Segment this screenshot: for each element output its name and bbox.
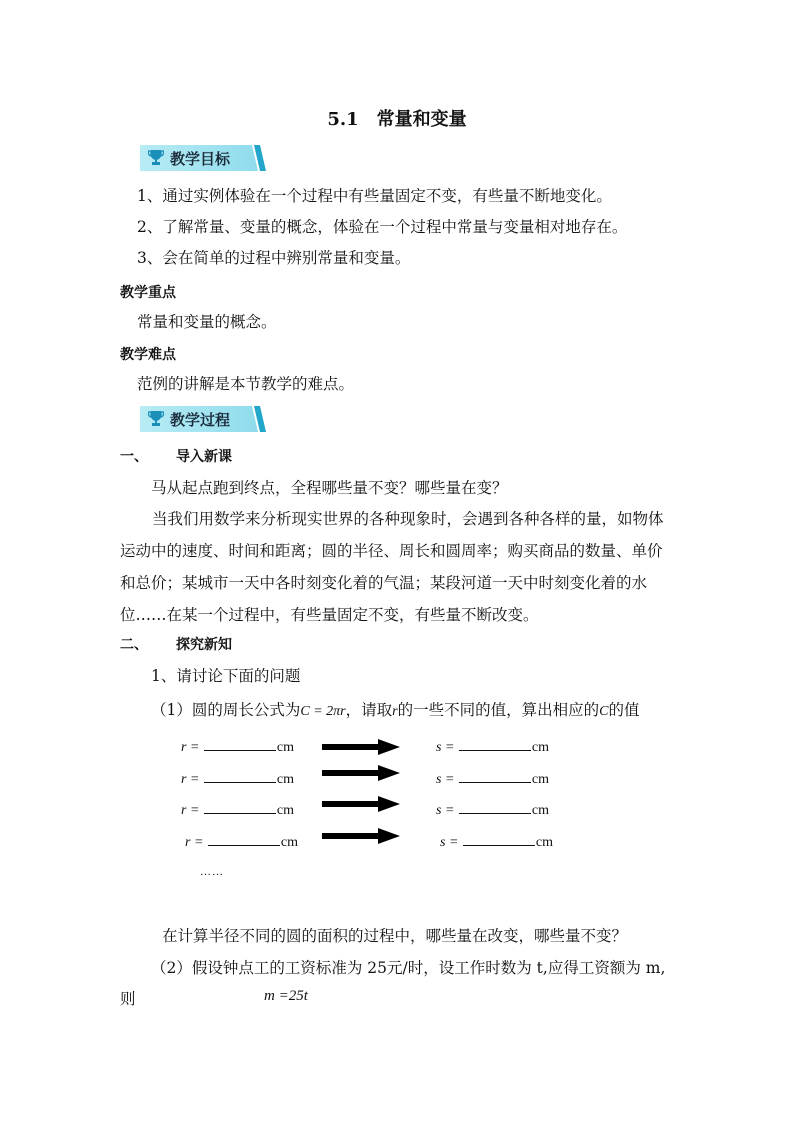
- question-2: （2）假设钟点工的工资标准为 25元/时，设工作时数为 t,应得工资额为 m,: [151, 959, 666, 977]
- section-banner-goals: [140, 145, 266, 171]
- blank-line: [204, 770, 276, 783]
- table-row-result: [436, 738, 549, 756]
- q1-prefix: （1）圆的周长公式为: [151, 701, 301, 719]
- key-point-heading: 教学重点: [120, 285, 176, 301]
- q1-var: r: [392, 704, 398, 719]
- part2-heading: 探究新知: [176, 637, 232, 653]
- question-1: [151, 698, 639, 720]
- right-var: s =: [440, 835, 459, 850]
- left-var: r =: [185, 835, 204, 850]
- table-row: [181, 738, 294, 756]
- part1-number: 一、: [120, 449, 148, 465]
- blank-line: [459, 801, 531, 814]
- section-banner-process: [140, 406, 266, 432]
- arrow-right-icon: [322, 796, 400, 812]
- q1-mid: ，请取: [345, 701, 393, 719]
- q1-var2: C: [599, 704, 609, 719]
- goal-item: 1、通过实例体验在一个过程中有些量固定不变，有些量不断地变化。: [137, 187, 612, 205]
- table-row-result: [436, 770, 549, 788]
- right-var: s =: [436, 772, 455, 787]
- banner-label: 教学目标: [170, 150, 231, 168]
- question-2-then: 则: [120, 990, 136, 1008]
- difficulty-heading: 教学难点: [120, 347, 176, 363]
- key-point-text: 常量和变量的概念。: [137, 313, 277, 331]
- part1-paragraph: 当我们用数学来分析现实世界的各种现象时，会遇到各种各样的量，如物体运动中的速度、时间和距离；圆的半径、周长和圆周率；购买商品的数量、单价和总价；某城市一天中各时刻变化着的气温；某段河道一天中时刻变化着的水位……在某一个过程中，有些量固定不变，有些量不断改变。: [120, 510, 664, 624]
- right-var: s =: [436, 803, 455, 818]
- unit: cm: [531, 803, 550, 818]
- arrow-right-icon: [322, 739, 400, 755]
- unit: cm: [280, 835, 299, 850]
- after-table-question: 在计算半径不同的圆的面积的过程中，哪些量在改变，哪些量不变？: [162, 927, 628, 945]
- goal-item: 2、了解常量、变量的概念，体验在一个过程中常量与变量相对地存在。: [137, 218, 628, 236]
- unit: cm: [276, 803, 295, 818]
- arrow-right-icon: [322, 828, 400, 844]
- blank-line: [459, 770, 531, 783]
- goal-item: 3、会在简单的过程中辨别常量和变量。: [137, 249, 411, 267]
- right-var: s =: [436, 740, 455, 755]
- q1-end: 的值: [608, 701, 640, 719]
- table-row: [181, 801, 294, 819]
- part2-item1: 1、请讨论下面的问题: [151, 667, 301, 685]
- question-2-formula: m =25t: [264, 988, 308, 1004]
- unit: cm: [531, 740, 550, 755]
- page-title: 5.1 常量和变量: [327, 109, 467, 130]
- table-row-result: [440, 833, 553, 851]
- unit: cm: [531, 772, 550, 787]
- banner-label: 教学过程: [170, 411, 231, 429]
- part1-heading: 导入新课: [176, 449, 232, 465]
- table-row: [181, 770, 294, 788]
- blank-line: [208, 833, 280, 846]
- unit: cm: [535, 835, 554, 850]
- blank-line: [463, 833, 535, 846]
- unit: cm: [276, 772, 295, 787]
- part1-question: 马从起点跑到终点，全程哪些量不变？哪些量在变？: [151, 479, 508, 497]
- table-ellipsis: ……: [200, 866, 224, 878]
- table-row-result: [436, 801, 549, 819]
- q1-mid2: 的一些不同的值，算出相应的: [397, 701, 600, 719]
- blank-line: [459, 738, 531, 751]
- arrow-right-icon: [322, 765, 400, 781]
- difficulty-text: 范例的讲解是本节教学的难点。: [137, 375, 355, 393]
- left-var: r =: [181, 803, 200, 818]
- left-var: r =: [181, 772, 200, 787]
- unit: cm: [276, 740, 295, 755]
- q1-formula: C = 2πr: [300, 704, 346, 719]
- part2-number: 二、: [120, 637, 148, 653]
- table-row: [185, 833, 298, 851]
- blank-line: [204, 801, 276, 814]
- blank-line: [204, 738, 276, 751]
- left-var: r =: [181, 740, 200, 755]
